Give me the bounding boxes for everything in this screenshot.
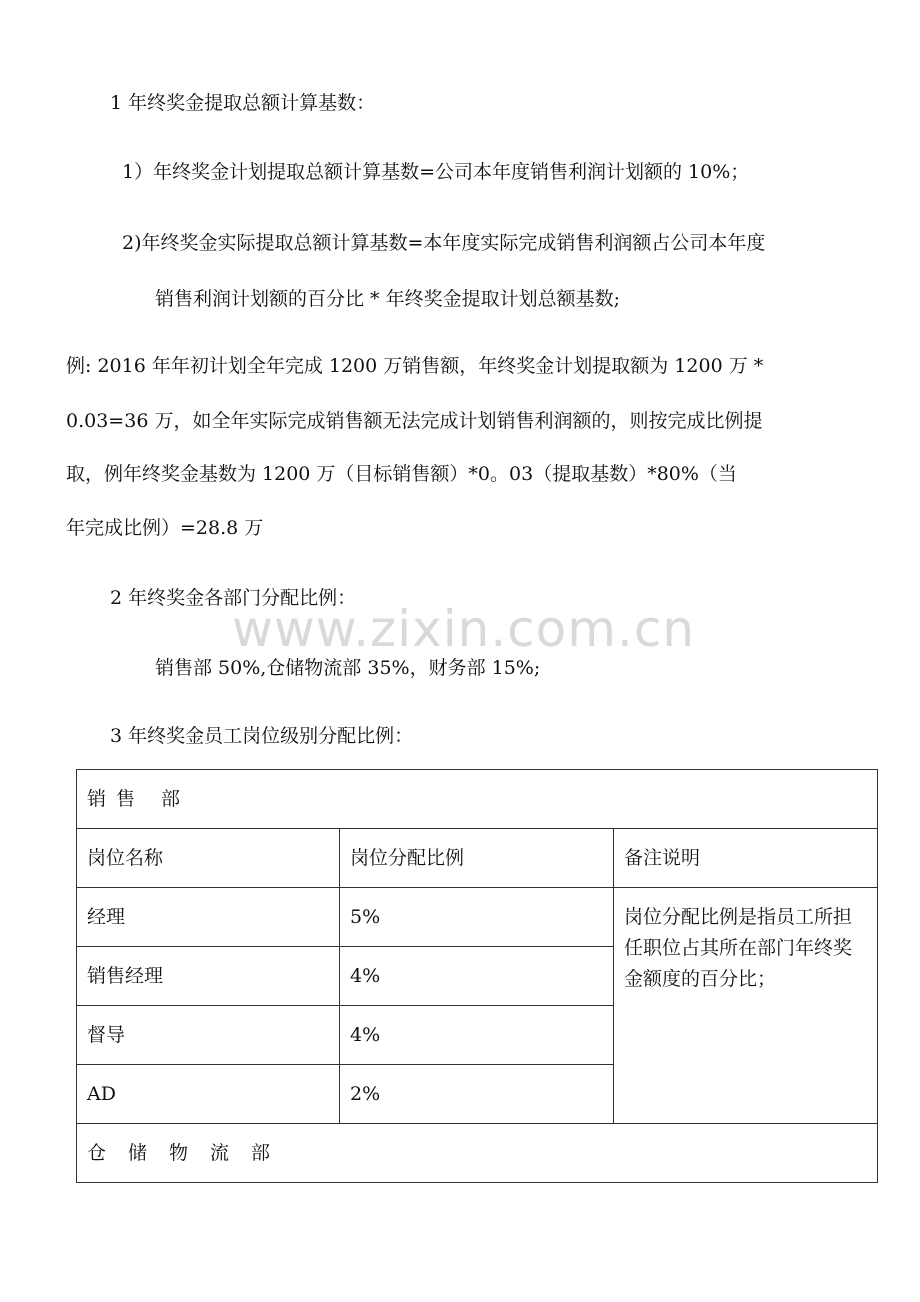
example-line-2: 0.03=36 万，如全年实际完成销售额无法完成计划销售利润额的，则按完成比例提: [66, 410, 763, 432]
section2-heading: 2 年终奖金各部门分配比例：: [110, 587, 357, 609]
watermark: www.zixin.com.cn: [232, 600, 696, 658]
logistics-dept-title: 仓储物流部: [77, 1124, 878, 1183]
example-line-3: 取，例年终奖金基数为 1200 万（目标销售额）*0。03（提取基数）*80%（当: [66, 463, 737, 485]
item-2-actual-base-line2: 销售利润计划额的百分比 * 年终奖金提取计划总额基数;: [155, 288, 620, 310]
cell-ratio: 2%: [340, 1065, 614, 1124]
section1-heading: 1 年终奖金提取总额计算基数：: [110, 92, 376, 114]
table-row-sales-dept: [77, 770, 878, 829]
example-line-1: 例: 2016 年年初计划全年完成 1200 万销售额，年终奖金计划提取额为 1200 万 *: [66, 355, 764, 377]
allocation-table: [76, 769, 878, 1183]
header-ratio: 岗位分配比例: [340, 829, 614, 888]
example-line-4: 年完成比例）=28.8 万: [66, 517, 264, 539]
header-position: 岗位名称: [77, 829, 340, 888]
table-header-row: [77, 829, 878, 888]
cell-ratio: 4%: [340, 1006, 614, 1065]
cell-ratio: 4%: [340, 947, 614, 1006]
cell-position: 督导: [77, 1006, 340, 1065]
sales-dept-title: 销售 部: [77, 770, 878, 829]
header-note: 备注说明: [614, 829, 878, 888]
section3-heading: 3 年终奖金员工岗位级别分配比例：: [110, 725, 414, 747]
cell-position: AD: [77, 1065, 340, 1124]
table-row-logistics-dept: [77, 1124, 878, 1183]
cell-note: 岗位分配比例是指员工所担任职位占其所在部门年终奖金额度的百分比；: [614, 888, 878, 1124]
cell-position: 经理: [77, 888, 340, 947]
item-2-actual-base-line1: 2)年终奖金实际提取总额计算基数=本年度实际完成销售利润额占公司本年度: [122, 232, 766, 254]
table-row: [77, 888, 878, 947]
cell-ratio: 5%: [340, 888, 614, 947]
cell-position: 销售经理: [77, 947, 340, 1006]
item-1-planned-base: 1）年终奖金计划提取总额计算基数=公司本年度销售利润计划额的 10%；: [122, 161, 750, 183]
dept-ratios: 销售部 50%,仓储物流部 35%，财务部 15%;: [155, 657, 541, 679]
